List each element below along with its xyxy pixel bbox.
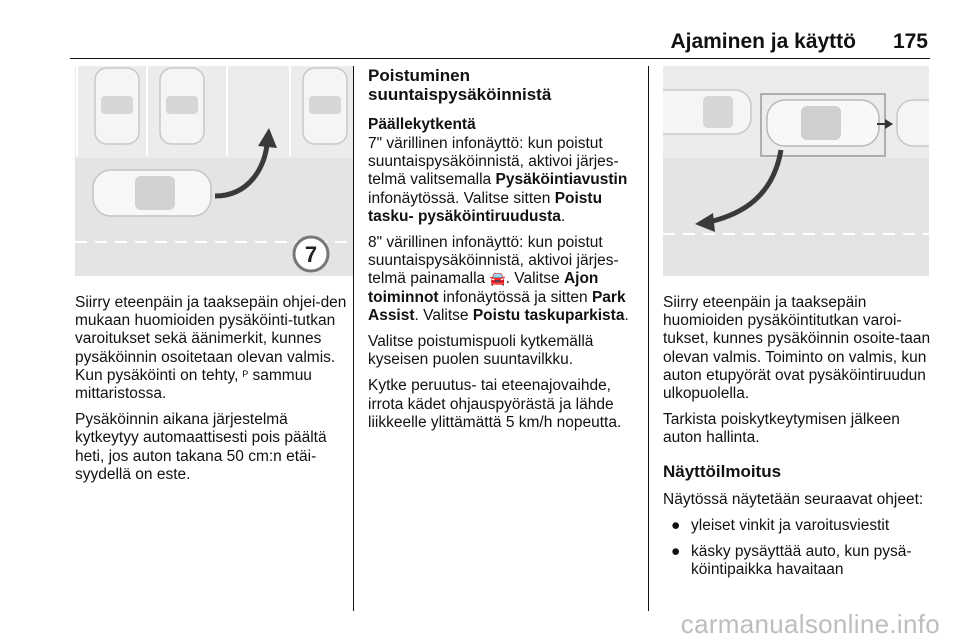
sub-heading: Päällekytkentä bbox=[368, 116, 476, 133]
paragraph: Näytössä näytetään seuraavat ohjeet: bbox=[663, 490, 924, 508]
exit-parking-illustration-svg bbox=[663, 66, 929, 276]
section-heading: Näyttöilmoitus bbox=[663, 461, 782, 481]
vehicle-icon: 🚘 bbox=[489, 271, 506, 287]
parking-illustration bbox=[75, 66, 353, 276]
parking-assist-icon: ᴾ bbox=[242, 367, 249, 383]
paragraph: Tarkista poiskytkeytymisen jälkeen auton hallinta. bbox=[663, 411, 900, 447]
paragraph: Valitse poistumispuoli kytkemällä kyseisen puolen suuntavilkku. bbox=[368, 333, 594, 369]
column-divider bbox=[353, 66, 354, 611]
bullet-list bbox=[669, 517, 931, 580]
page-header bbox=[70, 22, 930, 62]
paragraph: Siirry eteenpäin ja taaksepäin huomioiden pysäköintitutkan varoi-tukset, kunnes pysäköinnin osoite-taan olevan valmis. Toiminto on valmis, kun auton etupyörät ovat pysäköintiruudun ulkopuolella. bbox=[663, 294, 931, 403]
column-3 bbox=[663, 294, 931, 587]
paragraph: Pysäköinnin aikana järjestelmä kytkeytyy automaattisesti pois päältä heti, jos auton takana 50 cm:n etäi-syydellä on este. bbox=[75, 411, 327, 483]
illustration-badge: 7 bbox=[304, 242, 318, 267]
paragraph: Kytke peruutus- tai eteenajovaihde, irrota kädet ohjauspyörästä ja lähde liikkeelle ylittämättä 5 km/h nopeutta. bbox=[368, 377, 622, 431]
header-title: Ajaminen ja käyttö bbox=[670, 30, 856, 53]
exit-parking-illustration bbox=[663, 66, 929, 276]
paragraph: 8" värillinen infonäyttö: kun poistut suuntaispysäköinnistä, aktivoi järjes-telmä painamalla 🚘. Valitse Ajon toiminnot infonäytössä ja sitten Park Assist. Valitse Poistu taskuparkista. bbox=[368, 234, 629, 324]
bullet-icon: ● bbox=[671, 516, 681, 534]
page-number: 175 bbox=[892, 30, 928, 53]
bullet-icon: ● bbox=[671, 543, 681, 561]
column-divider bbox=[648, 66, 649, 611]
paragraph: 7" värillinen infonäyttö: kun poistut suuntaispysäköinnistä, aktivoi järjes-telmä valitsemalla Pysäköintiavustin infonäytössä. Valitse sitten Poistu tasku- pysäköintiruudusta. bbox=[368, 135, 628, 225]
list-item: ● käsky pysäyttää auto, kun pysä-köintipaikka havaitaan bbox=[671, 543, 912, 579]
column-1 bbox=[75, 294, 353, 492]
section-heading: Poistuminen suuntaispysäköinnistä bbox=[368, 66, 552, 104]
list-item: ● yleiset vinkit ja varoitusviestit bbox=[671, 516, 890, 534]
parking-illustration-svg bbox=[75, 66, 353, 276]
header-rule bbox=[70, 58, 930, 59]
column-2 bbox=[368, 66, 640, 440]
paragraph: Siirry eteenpäin ja taaksepäin ohjei-den mukaan huomioiden pysäköinti-tutkan varoitukset sekä äänimerkit, kunnes pysäköinnin osoitetaan olevan valmis. Kun pysäköinti on tehty, ᴾ sammuu mittaristossa. bbox=[75, 294, 347, 403]
watermark: carmanualsonline.info bbox=[680, 609, 940, 639]
